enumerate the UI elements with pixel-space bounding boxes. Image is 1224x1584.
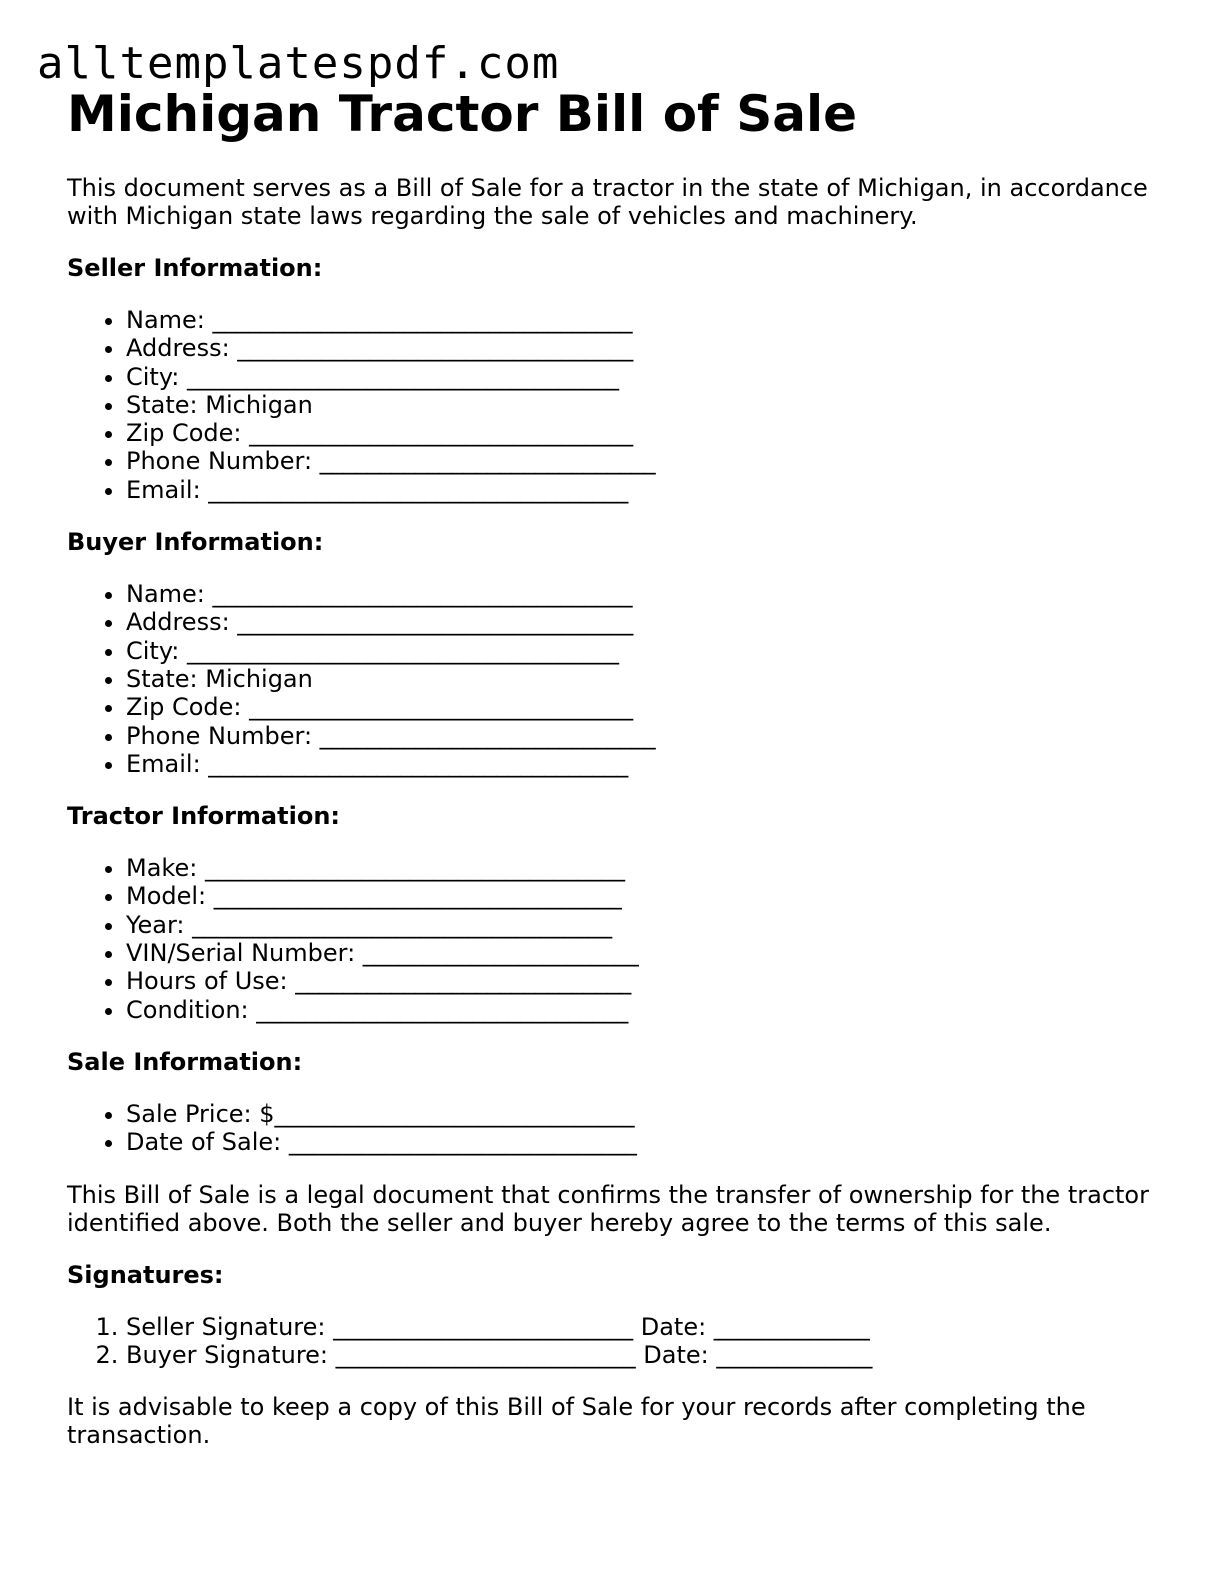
page-title: Michigan Tractor Bill of Sale <box>67 85 858 143</box>
seller-state: • State: Michigan <box>126 391 1157 419</box>
buyer-name-field[interactable]: • Name: ___________________________________ <box>126 580 1157 608</box>
signatures-heading: Signatures: <box>67 1260 224 1289</box>
buyer-heading: Buyer Information: <box>67 528 324 557</box>
tractor-year-field[interactable]: • Year: ___________________________________ <box>126 911 1157 939</box>
seller-list <box>67 306 1157 504</box>
tractor-make-field[interactable]: • Make: ___________________________________ <box>126 854 1157 882</box>
buyer-zip-field[interactable]: • Zip Code: ________________________________ <box>126 693 1157 721</box>
buyer-list <box>67 580 1157 778</box>
tractor-condition-field[interactable]: • Condition: _______________________________ <box>126 996 1157 1024</box>
tractor-list <box>67 854 1157 1024</box>
seller-city-field[interactable]: • City: ____________________________________ <box>126 363 1157 391</box>
seller-address-field[interactable]: • Address: _________________________________ <box>126 334 1157 362</box>
watermark: alltemplatespdf.com <box>37 38 560 89</box>
seller-name-field[interactable]: • Name: ___________________________________ <box>126 306 1157 334</box>
signatures-list <box>67 1313 1157 1370</box>
buyer-phone-field[interactable]: • Phone Number: ____________________________ <box>126 722 1157 750</box>
tractor-vin-field[interactable]: • VIN/Serial Number: _______________________ <box>126 939 1157 967</box>
tractor-model-field[interactable]: • Model: __________________________________ <box>126 882 1157 910</box>
tractor-heading: Tractor Information: <box>67 802 340 831</box>
document-body <box>67 84 1157 1449</box>
sale-list <box>67 1100 1157 1157</box>
seller-zip-field[interactable]: • Zip Code: ________________________________ <box>126 419 1157 447</box>
sale-price-field[interactable]: • Sale Price: $______________________________ <box>126 1100 1157 1128</box>
sale-heading: Sale Information: <box>67 1047 303 1076</box>
seller-signature-field[interactable]: 1. Seller Signature: _________________________ Date: _____________ <box>126 1313 1157 1341</box>
sale-date-field[interactable]: • Date of Sale: _____________________________ <box>126 1128 1157 1156</box>
closing-paragraph: It is advisable to keep a copy of this Bill of Sale for your records after completing the transaction. <box>67 1393 1086 1450</box>
tractor-hours-field[interactable]: • Hours of Use: ____________________________ <box>126 967 1157 995</box>
seller-phone-field[interactable]: • Phone Number: ____________________________ <box>126 447 1157 475</box>
buyer-city-field[interactable]: • City: ____________________________________ <box>126 637 1157 665</box>
buyer-signature-field[interactable]: 2. Buyer Signature: _________________________ Date: _____________ <box>126 1341 1157 1369</box>
seller-heading: Seller Information: <box>67 254 323 282</box>
buyer-state: • State: Michigan <box>126 665 1157 693</box>
seller-email-field[interactable]: • Email: ___________________________________ <box>126 476 1157 504</box>
buyer-address-field[interactable]: • Address: _________________________________ <box>126 608 1157 636</box>
buyer-email-field[interactable]: • Email: ___________________________________ <box>126 750 1157 778</box>
legal-paragraph: This Bill of Sale is a legal document that confirms the transfer of ownership for the tractor identified above. Both the seller and buyer hereby agree to the terms of this sale. <box>67 1180 1149 1237</box>
intro-paragraph: This document serves as a Bill of Sale for a tractor in the state of Michigan, in accordance with Michigan state laws regarding the sale of vehicles and machinery. <box>67 174 1148 230</box>
